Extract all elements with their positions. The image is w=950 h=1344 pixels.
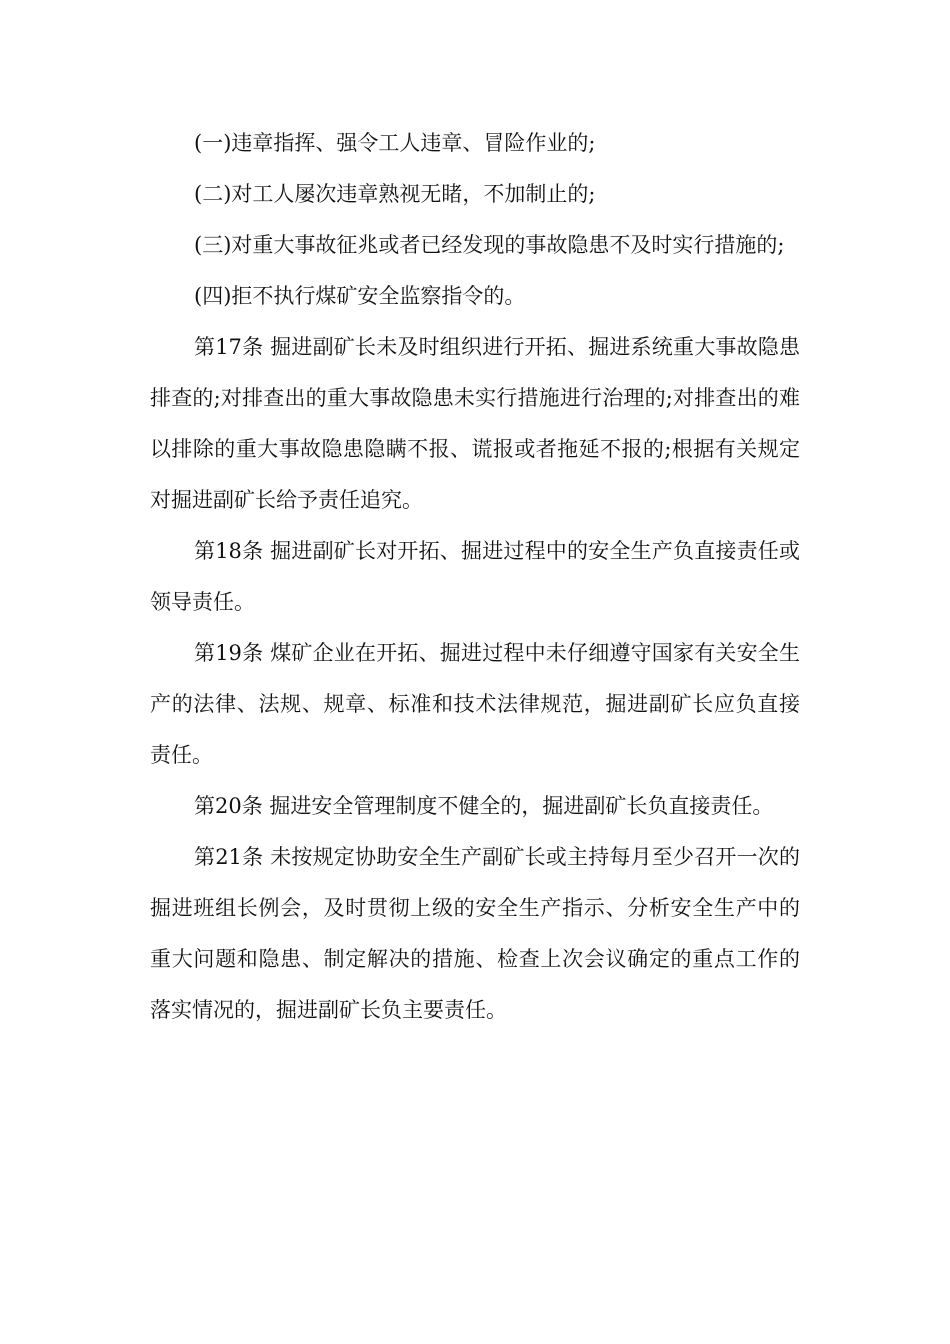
article-18: 第18条 掘进副矿长对开拓、掘进过程中的安全生产负直接责任或领导责任。 (150, 539, 800, 614)
paragraph-item-3: (三)对重大事故征兆或者已经发现的事故隐患不及时实行措施的; (194, 233, 785, 257)
article-19: 第19条 煤矿企业在开拓、掘进过程中未仔细遵守国家有关安全生产的法律、法规、规章、标准和技术法律规范，掘进副矿长应负直接责任。 (150, 641, 800, 767)
paragraph-item-1: (一)违章指挥、强令工人违章、冒险作业的; (194, 131, 596, 155)
article-21: 第21条 未按规定协助安全生产副矿长或主持每月至少召开一次的掘进班组长例会，及时贯彻上级的安全生产指示、分析安全生产中的重大问题和隐患、制定解决的措施、检查上次会议确定的重点工作的落实情况的，掘进副矿长负主要责任。 (150, 845, 800, 1022)
paragraph-item-4: (四)拒不执行煤矿安全监察指令的。 (194, 284, 526, 308)
article-20: 第20条 掘进安全管理制度不健全的，掘进副矿长负直接责任。 (194, 794, 774, 818)
article-17: 第17条 掘进副矿长未及时组织进行开拓、掘进系统重大事故隐患排查的;对排查出的重大事故隐患未实行措施进行治理的;对排查出的难以排除的重大事故隐患隐瞒不报、谎报或者拖延不报的;根据有关规定对掘进副矿长给予责任追究。 (150, 335, 800, 512)
paragraph-item-2: (二)对工人屡次违章熟视无睹，不加制止的; (194, 182, 596, 206)
